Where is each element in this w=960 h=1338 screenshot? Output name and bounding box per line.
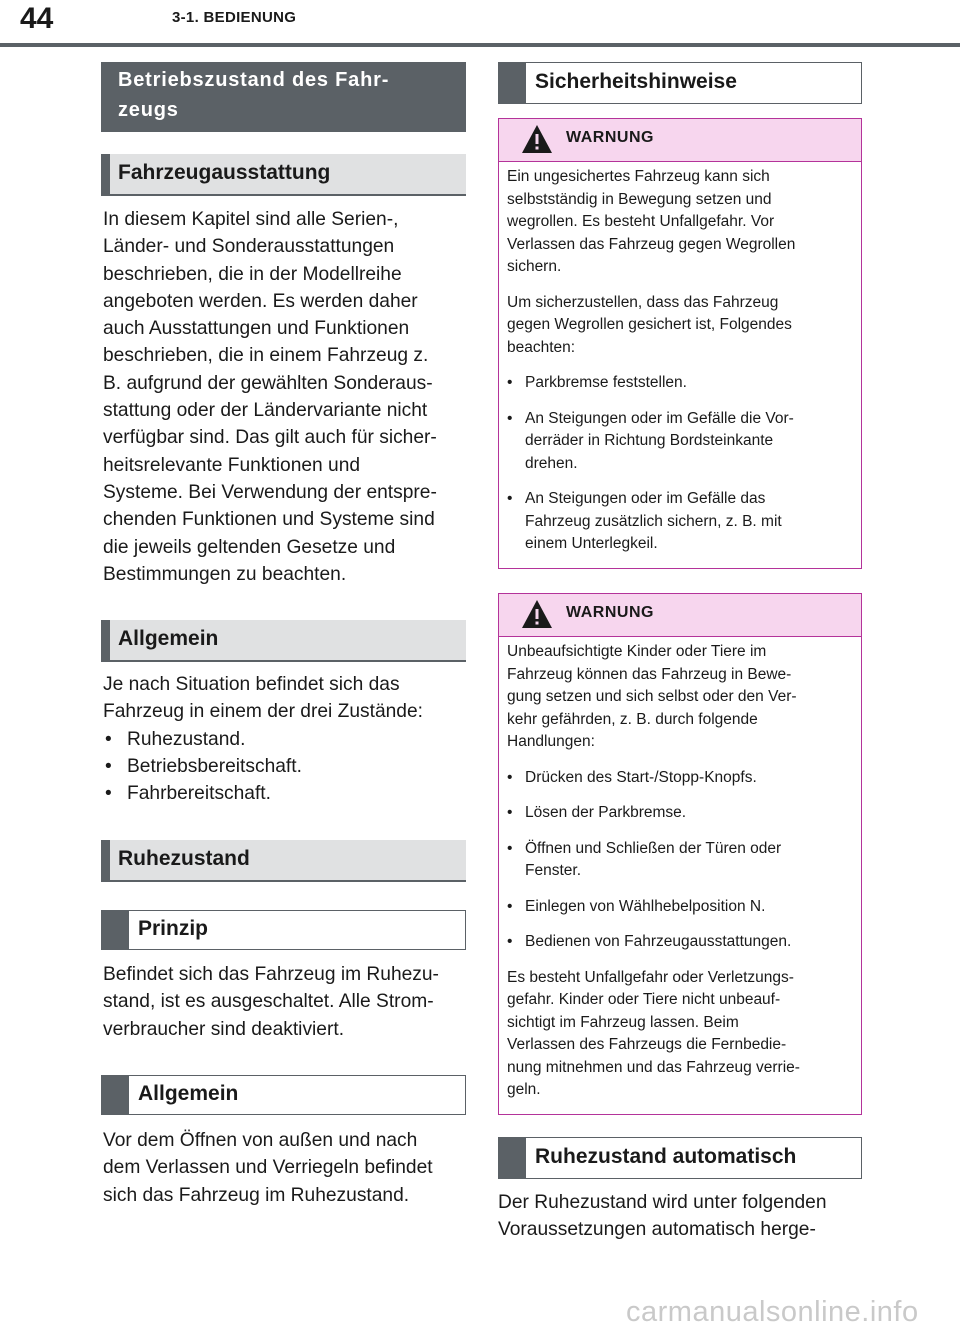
text-line: Vor dem Öffnen von außen und nach [103,1130,418,1151]
list-item [507,767,853,790]
watermark: carmanualsonline.info [626,1296,919,1328]
text-line: heitsrelevante Funktionen und [103,454,361,476]
text-line: wegrollen. Es besteht Unfallgefahr. Vor [507,213,775,230]
text-line: gefahr. Kinder oder Tiere nicht unbeauf- [507,991,781,1008]
warning-body [499,637,861,1108]
list-item [507,408,853,476]
warning-box-2 [498,593,862,1115]
text-line: chenden Funktionen und Systeme sind [103,509,435,531]
warning-box-1 [498,118,862,569]
text-line: In diesem Kapitel sind alle Serien-, [103,209,399,230]
heading-fahrzeugausstattung: Fahrzeugausstattung [101,154,466,196]
list-item [507,488,853,556]
warning-label: WARNUNG [566,129,654,146]
text-line: beschrieben, die in einem Fahrzeug z. [103,345,429,367]
section-title-line-2: zeugs [118,99,179,121]
text-line: angeboten werden. Es werden daher [103,290,418,312]
warning-body [499,162,861,562]
warning-paragraph [507,641,853,754]
warning-header [499,594,861,637]
text-line: gegen Wegrollen gesichert ist, Folgendes [507,316,792,333]
text-line: sichtigt im Fahrzeug lassen. Beim [507,1013,739,1031]
section-title [101,62,466,132]
text-line: derräder in Richtung Bordsteinkante [525,432,774,449]
text-line: Systeme. Bei Verwendung der entspre- [103,481,437,503]
text-line: einem Unterlegkeil. [525,535,658,552]
text-line: selbstständig in Bewegung setzen und [507,190,772,208]
text-line: Fenster. [525,862,581,879]
list-item [507,802,853,825]
header-rule [0,43,960,47]
text-line: verfügbar sind. Das gilt auch für sicher- [103,427,437,449]
chapter-title: 3-1. BEDIENUNG [172,9,297,26]
list-item: • Betriebsbereitschaft. [103,753,469,780]
text-line: Verlassen das Fahrzeug gegen Wegrollen [507,235,796,253]
text-line: dem Verlassen und Verriegeln befindet [103,1157,433,1179]
text-line: gung setzen und sich selbst oder den Ver- [507,688,797,705]
text-line: sich das Fahrzeug im Ruhezustand. [103,1184,410,1206]
text-line: sichern. [507,258,562,275]
text-line: Einlegen von Wählhebelposition N. [525,897,766,915]
text-line: Parkbremse feststellen. [525,374,687,391]
heading-ruhezustand: Ruhezustand [101,840,466,882]
text-line: Handlungen: [507,733,595,750]
warning-label: WARNUNG [566,604,654,621]
heading-sicherheitshinweise: Sicherheitshinweise [498,62,862,104]
paragraph-ruhezustand-automatisch [498,1189,868,1244]
list-item: • Ruhezustand. [103,726,469,753]
text-line: Unbeaufsichtigte Kinder oder Tiere im [507,643,767,660]
list-item [507,931,853,954]
list-item [507,896,853,919]
subheading-allgemein: Allgemein [101,1075,466,1115]
text-line: nung mitnehmen und das Fahrzeug verrie- [507,1058,800,1076]
paragraph-fahrzeugausstattung [103,206,469,588]
text-line: Ein ungesichertes Fahrzeug kann sich [507,168,770,185]
text-line: Bestimmungen zu beachten. [103,563,347,585]
text-line: geln. [507,1081,541,1098]
text-line: drehen. [525,454,578,472]
warning-paragraph [507,166,853,279]
text-line: Verlassen des Fahrzeugs die Fernbedie- [507,1036,787,1053]
text-line: Öffnen und Schließen der Türen oder [525,839,782,857]
text-line: verbraucher sind deaktiviert. [103,1018,345,1040]
list-item [507,838,853,883]
text-line: B. aufgrund der gewählten Sonderaus- [103,372,433,394]
paragraph-allgemein [103,671,469,807]
text-line: stattung oder der Ländervariante nicht [103,400,428,422]
text-line: auch Ausstattungen und Funktionen [103,318,410,340]
paragraph-allgemein-2 [103,1127,469,1209]
text-line: An Steigungen oder im Gefälle die Vor- [525,409,794,427]
text-line: beachten: [507,338,576,356]
warning-triangle-icon [521,599,553,629]
heading-allgemein: Allgemein [101,620,466,662]
text-line: Fahrzeug können das Fahrzeug in Bewe- [507,665,792,683]
heading-ruhezustand-automatisch: Ruhezustand automatisch [498,1137,862,1179]
text-line: An Steigungen oder im Gefälle das [525,490,766,507]
page-number: 44 [20,2,54,35]
text-line: Um sicherzustellen, dass das Fahrzeug [507,293,779,311]
text-line: Drücken des Start-/Stopp-Knopfs. [525,768,757,786]
text-line: kehr gefährden, z. B. durch folgende [507,710,758,728]
text-line: Befindet sich das Fahrzeug im Ruhezu- [103,964,439,985]
text-line: Lösen der Parkbremse. [525,804,687,821]
text-line: Länder- und Sonderausstattungen [103,236,395,258]
text-line: Der Ruhezustand wird unter folgenden [498,1192,827,1213]
text-line: Fahrzeug zusätzlich sichern, z. B. mit [525,512,782,530]
text-line: beschrieben, die in der Modellreihe [103,263,402,285]
paragraph-prinzip [103,961,469,1043]
list-item [507,372,853,395]
warning-paragraph [507,967,853,1102]
list-item: • Fahrbereitschaft. [103,780,469,807]
text-line: Es besteht Unfallgefahr oder Verletzungs- [507,968,794,986]
text-line: Je nach Situation befindet sich das [103,674,400,695]
subheading-prinzip: Prinzip [101,910,466,950]
warning-triangle-icon [521,124,553,154]
text-line: Voraussetzungen automatisch herge- [498,1219,816,1241]
text-line: Bedienen von Fahrzeugausstattungen. [525,933,792,950]
text-line: Fahrzeug in einem der drei Zustände: [103,701,423,723]
warning-header [499,119,861,162]
section-title-line-1: Betriebszustand des Fahr- [118,69,390,91]
warning-paragraph [507,292,853,360]
text-line: stand, ist es ausgeschaltet. Alle Strom- [103,991,434,1013]
text-line: die jeweils geltenden Gesetze und [103,536,396,558]
